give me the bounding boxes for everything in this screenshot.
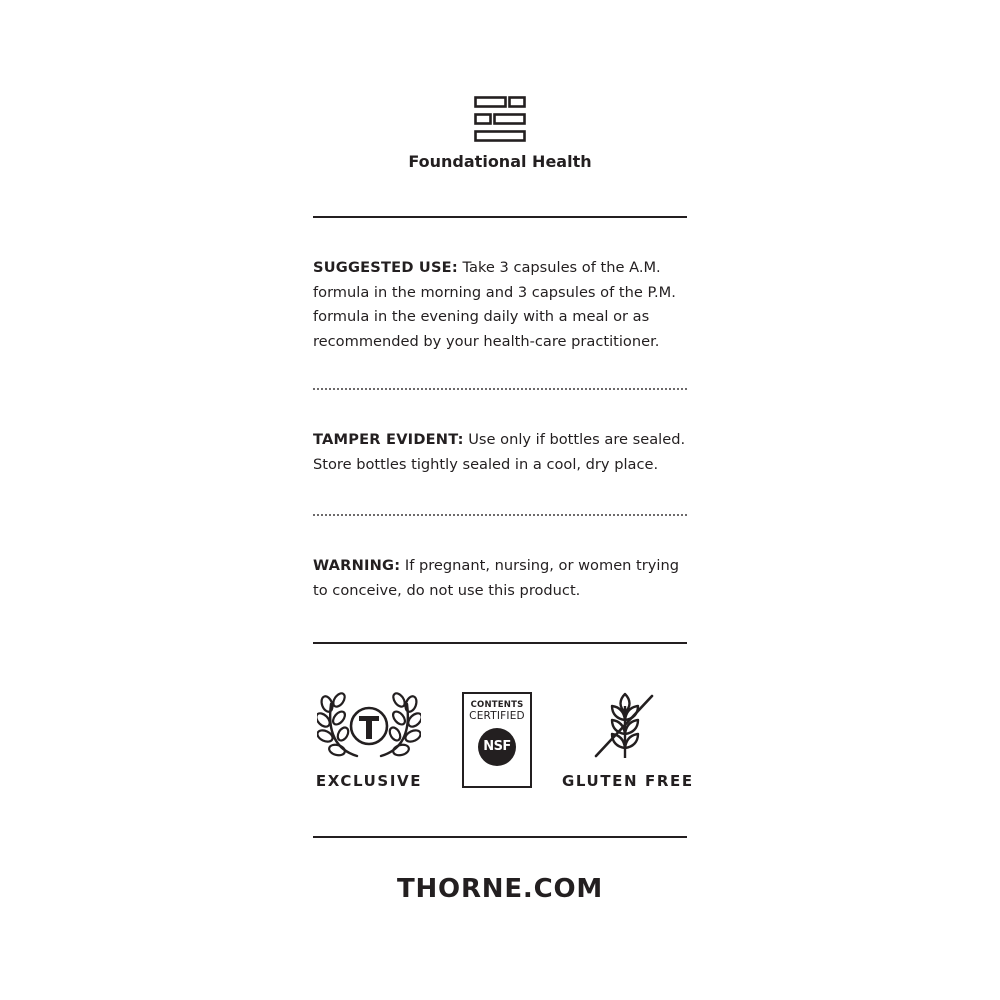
brick-wall-icon (474, 96, 526, 142)
nsf-certified-badge (462, 692, 532, 788)
nsf-logo: NSF (478, 728, 516, 766)
laurel-t-icon (317, 690, 421, 762)
nsf-certified-text: CERTIFIED (469, 710, 525, 722)
crossed-wheat-icon (590, 690, 660, 762)
section-lead: TAMPER EVIDENT: (313, 431, 464, 448)
suggested-use-section (313, 256, 693, 354)
divider (313, 216, 687, 218)
gluten-free-badge (562, 690, 694, 800)
section-text: Take 3 capsules of the A.M. formula in the morning and 3 capsules of the P.M. formula in the evening daily with a meal or as recommended by your health-care practitioner. (313, 259, 676, 350)
website-url: THORNE.COM (396, 874, 604, 904)
section-lead: SUGGESTED USE: (313, 259, 458, 276)
exclusive-label: EXCLUSIVE (315, 772, 423, 790)
dotted-divider (313, 514, 687, 516)
divider (313, 836, 687, 838)
divider (313, 642, 687, 644)
category-title: Foundational Health (408, 152, 592, 171)
exclusive-badge (313, 690, 425, 800)
section-text: If pregnant, nursing, or women trying to conceive, do not use this product. (313, 557, 679, 599)
nsf-contents-text: CONTENTS (470, 700, 524, 710)
dotted-divider (313, 388, 687, 390)
gluten-free-label: GLUTEN FREE (562, 772, 694, 790)
tamper-evident-section (313, 428, 693, 477)
section-lead: WARNING: (313, 557, 401, 574)
warning-section (313, 554, 693, 603)
section-text: Use only if bottles are sealed. Store bottles tightly sealed in a cool, dry place. (313, 431, 686, 473)
